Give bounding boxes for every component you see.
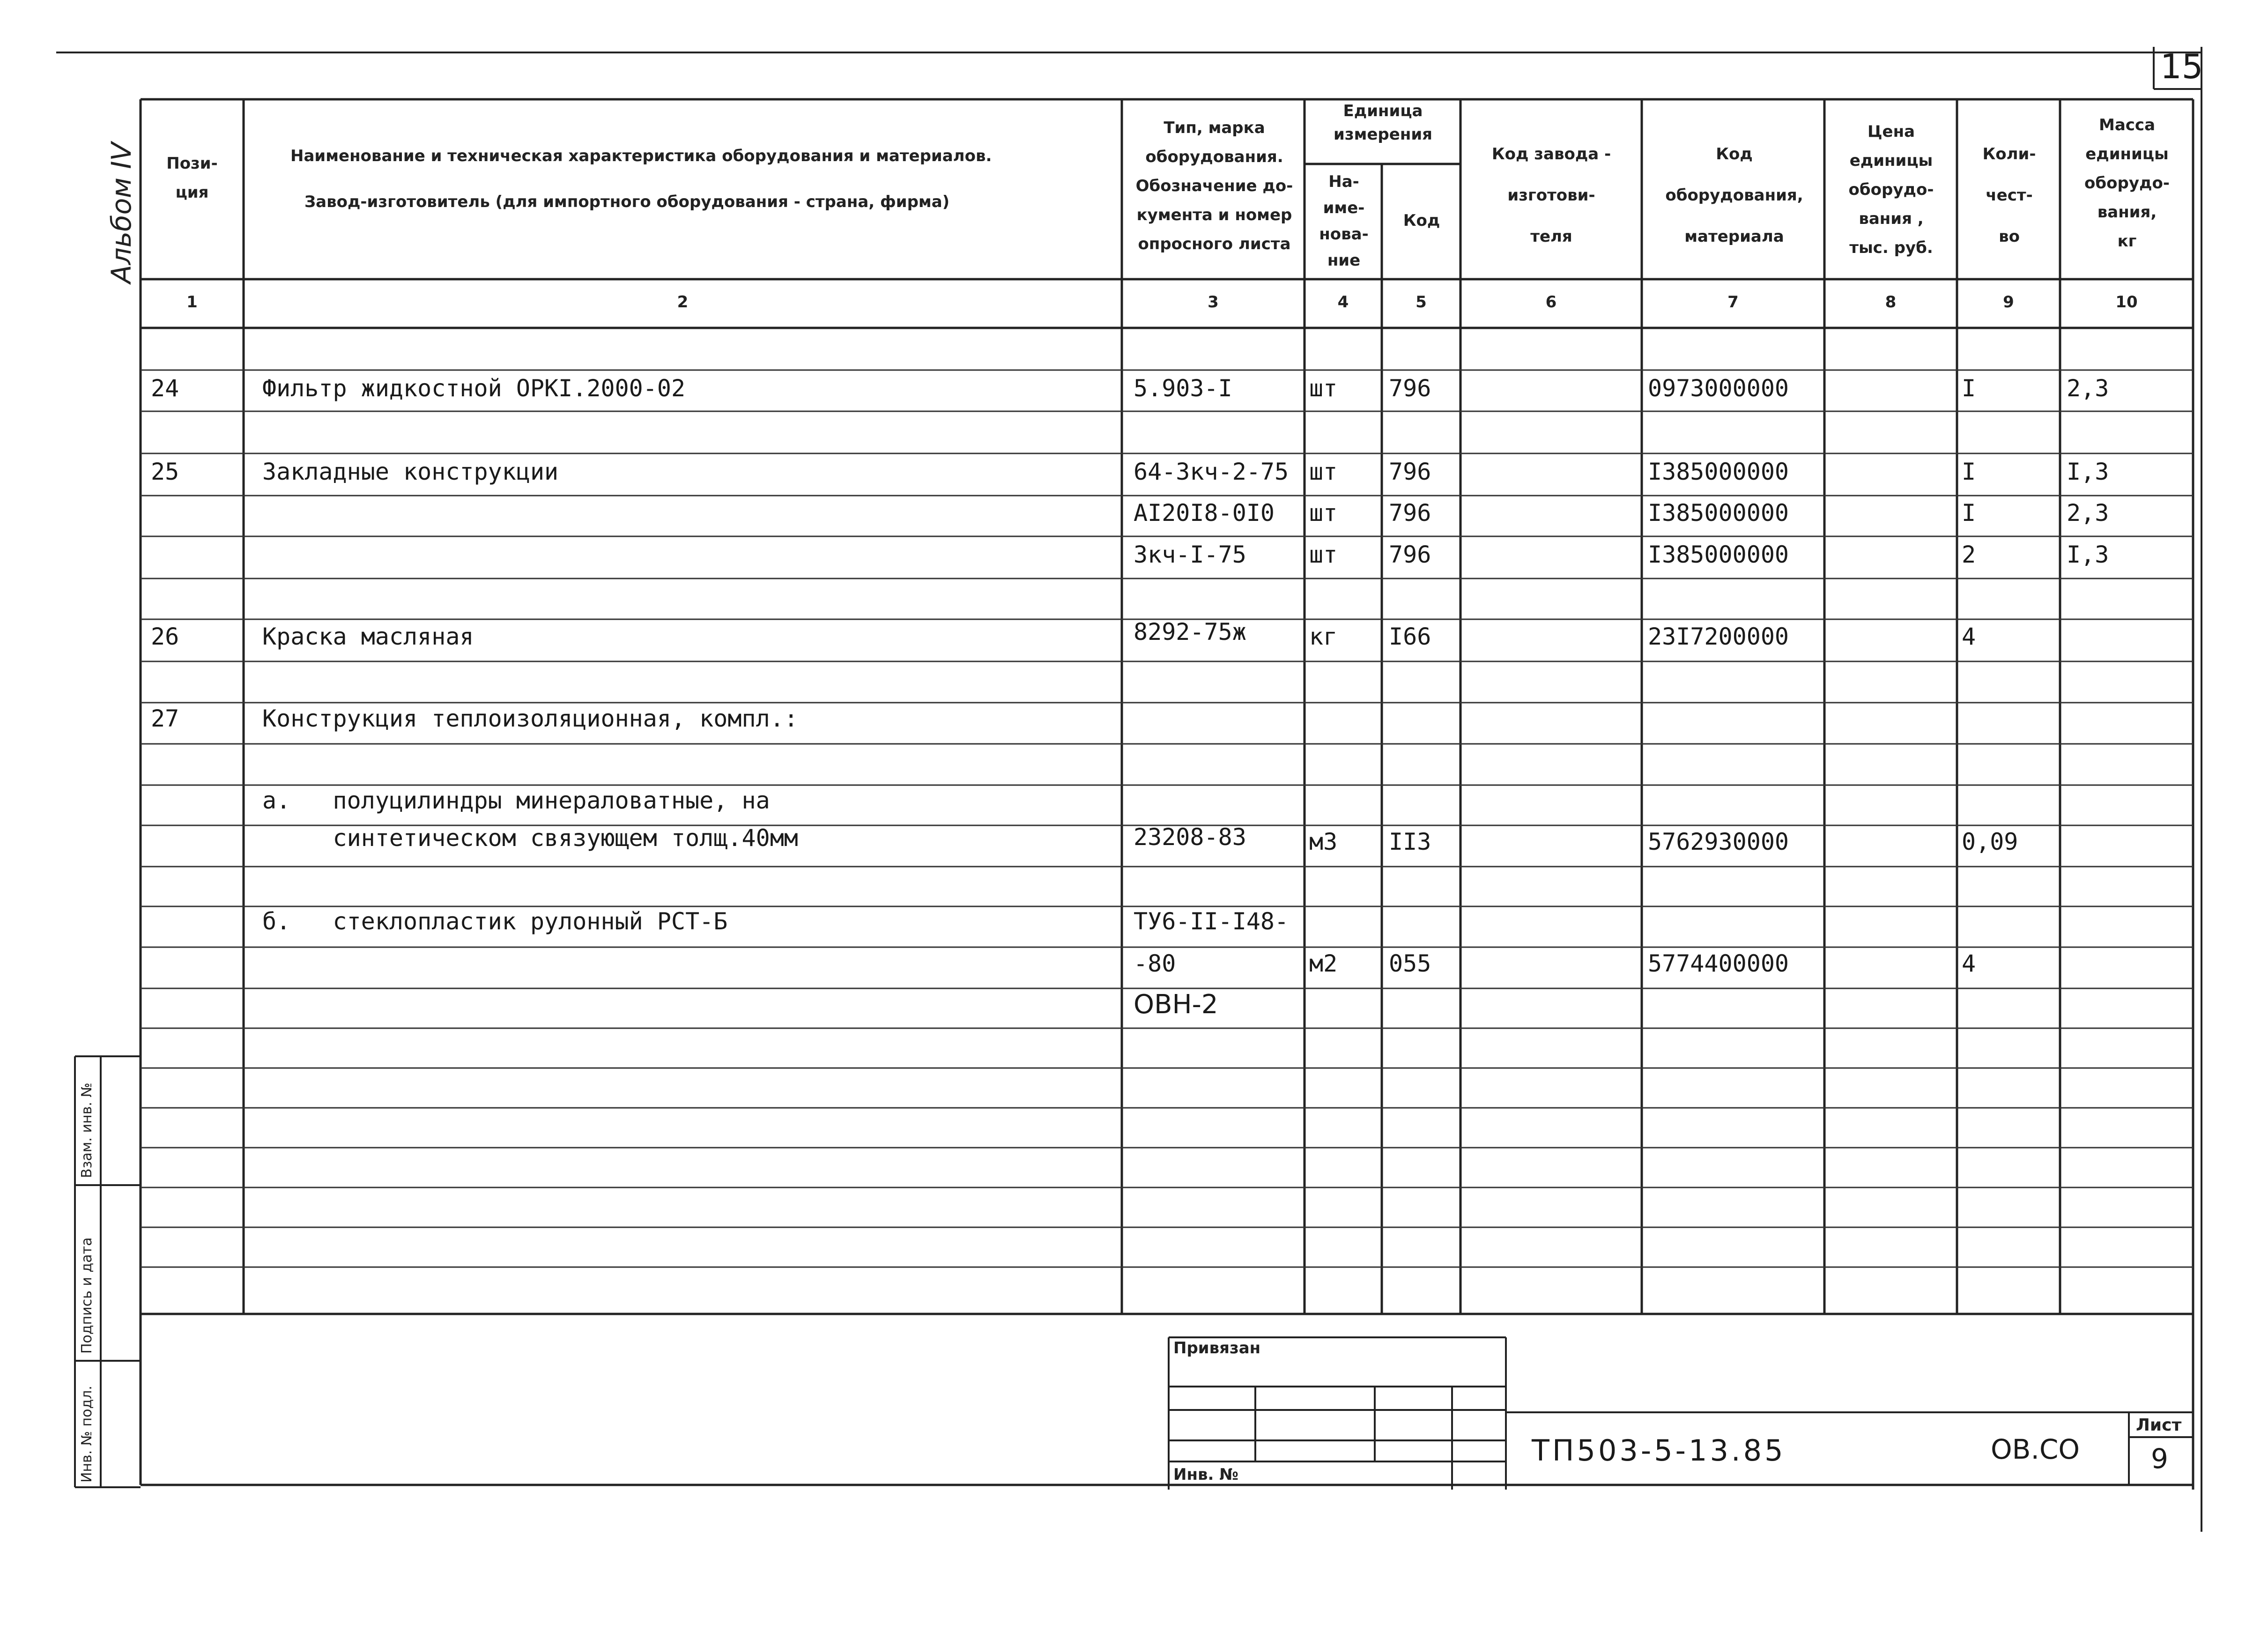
- side-stamp-vzam-inv: Взам. инв. №: [79, 1083, 95, 1178]
- column-number: 5: [1416, 293, 1427, 312]
- cell-material-code: 5762930000: [1648, 828, 1789, 855]
- header-quantity: Коли- чест- во: [1982, 145, 2036, 246]
- document-code: ТП503-5-13.85: [1532, 1433, 1786, 1468]
- cell-position: 25: [151, 458, 179, 485]
- cell-mass: 2,3: [2067, 499, 2109, 527]
- side-stamp-podpis-data: Подпись и дата: [79, 1237, 95, 1354]
- cell-type: Зкч-I-75: [1134, 541, 1246, 568]
- side-stamp-inv-podl: Инв. № подл.: [79, 1386, 95, 1483]
- cell-unit: м3: [1309, 828, 1338, 855]
- corner-sheet-number: 15: [2160, 47, 2203, 86]
- column-number: 3: [1208, 293, 1219, 312]
- cell-type: -80: [1134, 950, 1176, 977]
- header-price: Цена единицы оборудо- вания , тыс. руб.: [1848, 122, 1934, 257]
- cell-unit-code: 796: [1389, 375, 1431, 402]
- cell-type: АI20I8-0I0: [1134, 499, 1275, 527]
- header-type: Тип, марка оборудования. Обозначение до- кумента и номер опросного листа: [1135, 119, 1293, 253]
- column-number: 8: [1885, 293, 1897, 312]
- cell-type: ТУ6-II-I48-: [1134, 908, 1289, 935]
- cell-quantity: 2: [1962, 541, 1976, 568]
- column-number: 10: [2115, 293, 2138, 312]
- column-number: 9: [2003, 293, 2014, 312]
- cell-unit-code: 796: [1389, 541, 1431, 568]
- cell-name: Конструкция теплоизоляционная, компл.:: [262, 705, 798, 732]
- cell-quantity: 4: [1962, 623, 1976, 650]
- sheet-number: 9: [2151, 1443, 2168, 1475]
- cell-mass: I,3: [2067, 458, 2109, 485]
- inv-number-label: Инв. №: [1173, 1465, 1239, 1484]
- cell-material-code: 23I7200000: [1648, 623, 1789, 650]
- cell-name: Закладные конструкции: [262, 458, 559, 485]
- cell-unit-code: 055: [1389, 950, 1431, 977]
- cell-type: 64-Зкч-2-75: [1134, 458, 1289, 485]
- header-unit-code: Код: [1403, 211, 1440, 230]
- header-unit-name: На- име- нова- ние: [1319, 172, 1369, 270]
- cell-unit: шт: [1309, 458, 1338, 485]
- cell-name: б. стеклопластик рулонный РСТ-Б: [262, 908, 728, 935]
- cell-name: Фильтр жидкостной ОРКI.2000-02: [262, 375, 686, 402]
- cell-unit: м2: [1309, 950, 1338, 977]
- cell-type: 23208-83: [1134, 823, 1246, 851]
- header-material-code: Код оборудования, материала: [1665, 145, 1803, 246]
- column-number: 6: [1545, 293, 1557, 312]
- cell-material-code: 0973000000: [1648, 375, 1789, 402]
- sheet-label: Лист: [2136, 1416, 2182, 1435]
- cell-name: Краска масляная: [262, 623, 474, 650]
- cell-quantity: I: [1962, 458, 1976, 485]
- column-number: 1: [186, 293, 198, 312]
- cell-unit-code: I66: [1389, 623, 1431, 650]
- cell-quantity: I: [1962, 375, 1976, 402]
- header-unit-group: Единица измерения: [1334, 102, 1432, 144]
- cell-position: 26: [151, 623, 179, 650]
- section-code: ОВ.СО: [1991, 1433, 2080, 1465]
- cell-unit: кг: [1309, 623, 1338, 650]
- cell-unit: шт: [1309, 541, 1338, 568]
- cell-unit: шт: [1309, 375, 1338, 402]
- cell-material-code: I385000000: [1648, 499, 1789, 527]
- cell-mass: 2,3: [2067, 375, 2109, 402]
- cell-material-code: I385000000: [1648, 458, 1789, 485]
- header-name-line2: Завод-изготовитель (для импортного оборудования - страна, фирма): [304, 193, 950, 211]
- header-mass: Масса единицы оборудо- вания, кг: [2084, 116, 2170, 251]
- cell-mass: I,3: [2067, 541, 2109, 568]
- column-number: 2: [677, 293, 689, 312]
- header-factory-code: Код завода - изготови- теля: [1491, 145, 1611, 246]
- cell-type: ОВН-2: [1134, 989, 1218, 1020]
- cell-unit-code: II3: [1389, 828, 1431, 855]
- cell-quantity: I: [1962, 499, 1976, 527]
- cell-type: 8292-75ж: [1134, 618, 1246, 645]
- column-number: 4: [1337, 293, 1349, 312]
- cell-unit: шт: [1309, 499, 1338, 527]
- cell-material-code: 5774400000: [1648, 950, 1789, 977]
- cell-position: 24: [151, 375, 179, 402]
- cell-name: синтетическом связующем толщ.40мм: [262, 824, 798, 852]
- column-number: 7: [1727, 293, 1739, 312]
- cell-unit-code: 796: [1389, 458, 1431, 485]
- cell-material-code: I385000000: [1648, 541, 1789, 568]
- privyazan-label: Привязан: [1173, 1339, 1261, 1358]
- cell-quantity: 0,09: [1962, 828, 2018, 855]
- album-label: Альбом IV: [105, 142, 137, 283]
- cell-position: 27: [151, 705, 179, 732]
- cell-type: 5.903-I: [1134, 375, 1232, 402]
- cell-name: а. полуцилиндры минераловатные, на: [262, 787, 770, 814]
- cell-quantity: 4: [1962, 950, 1976, 977]
- header-name-line1: Наименование и техническая характеристика оборудования и материалов.: [290, 147, 992, 165]
- cell-unit-code: 796: [1389, 499, 1431, 527]
- header-position: Пози- ция: [166, 154, 218, 202]
